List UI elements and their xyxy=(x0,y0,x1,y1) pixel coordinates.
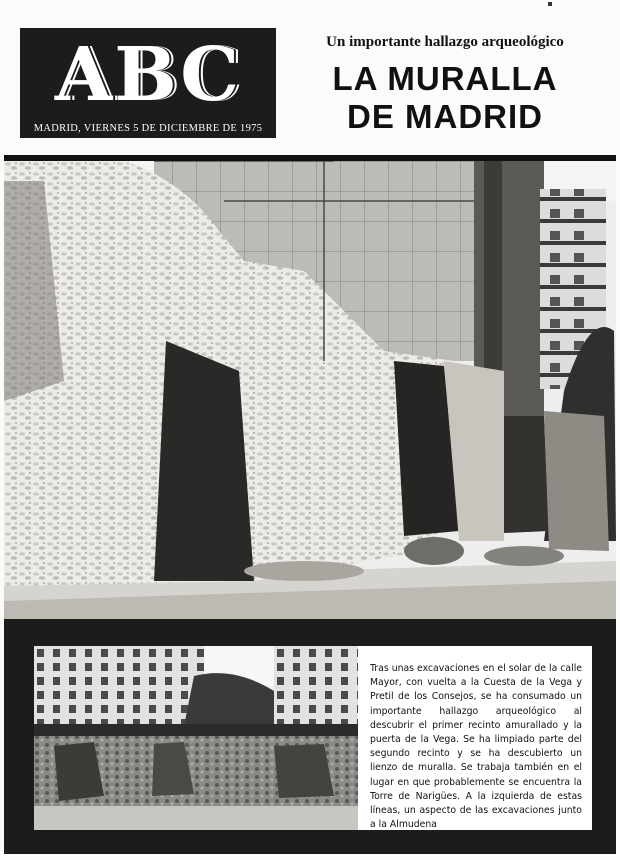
inset-photo-excavations xyxy=(34,646,360,830)
headline-line-1: LA MURALLA xyxy=(332,60,558,97)
caption-text: Tras unas excavaciones en el solar de la calle Mayor, con vuelta a la Cuesta de la Vega y Pretil de los Consejos, se ha consumado un importante hallazgo arqueológico al descubrir el primer recinto amurallado y la puerta de la Vega. Se ha limpiado parte del segundo recinto y se ha descubierto un lienzo de muralla. Se trabaja también en el lugar en que probablemente se encuentra la Torre de Narigües. A la izquierda de estas líneas, un aspecto de las excavaciones junto a la Almudena xyxy=(370,663,582,831)
main-photo-wall-ruins xyxy=(4,161,616,619)
headline-title xyxy=(290,60,600,136)
print-mark xyxy=(548,2,552,6)
dateline: MADRID, VIERNES 5 DE DICIEMBRE DE 1975 xyxy=(33,123,263,134)
masthead xyxy=(20,28,276,138)
headline-line-2: DE MADRID xyxy=(347,98,543,135)
caption-box xyxy=(358,646,592,830)
abc-logo: ABC xyxy=(54,32,242,118)
headline-kicker: Un importante hallazgo arqueológico xyxy=(326,34,564,50)
